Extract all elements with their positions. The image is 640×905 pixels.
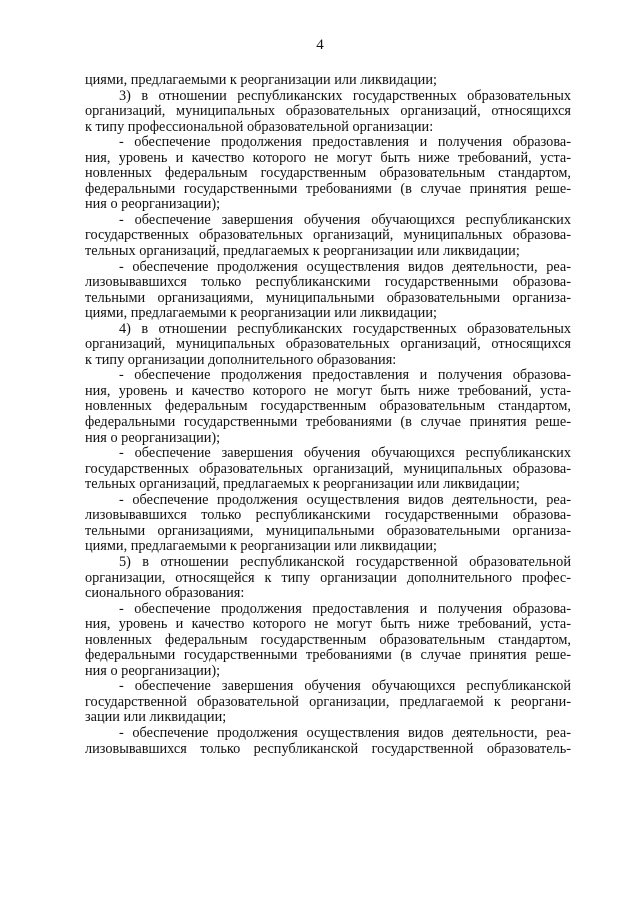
text-line: тельными организациями, муниципальными образовательными организа- xyxy=(85,523,571,539)
text-line: 4) в отношении республиканских государственных образовательных xyxy=(119,321,571,337)
text-line: федеральными государственными требованиями (в случае принятия реше- xyxy=(85,181,571,197)
text-line: новленных федеральным государственным образовательным стандартом, xyxy=(85,399,571,415)
text-line: тельных организаций, предлагаемых к реорганизации или ликвидации; xyxy=(85,244,520,260)
text-line: - обеспечение завершения обучения обучающихся республиканской xyxy=(119,679,571,695)
text-line: государственной образовательной организации, предлагаемой к реоргани- xyxy=(85,694,571,710)
text-line: ния, уровень и качество которого не могут быть ниже требований, уста- xyxy=(85,383,571,399)
text-line: организаций, муниципальных образовательных организаций, относящихся xyxy=(85,104,571,120)
page-number: 4 xyxy=(316,37,324,53)
text-line: лизовывавшихся только республиканскими государственными образова- xyxy=(85,508,571,524)
text-line: к типу профессиональной образовательной организации: xyxy=(85,119,434,135)
text-line: сионального образования: xyxy=(85,586,245,602)
text-line: ния о реорганизации); xyxy=(85,663,221,679)
text-line: лизовывавшихся только республиканскими государственными образова- xyxy=(85,275,571,291)
text-line: ния о реорганизации); xyxy=(85,197,221,213)
text-line: - обеспечение завершения обучения обучающихся республиканских xyxy=(119,212,571,228)
text-line: к типу организации дополнительного образования: xyxy=(85,352,397,368)
text-line: - обеспечение продолжения осуществления видов деятельности, реа- xyxy=(119,259,571,275)
text-line: - обеспечение завершения обучения обучающихся республиканских xyxy=(119,446,571,462)
text-line: - обеспечение продолжения предоставления и получения образова- xyxy=(119,601,571,617)
text-line: организаций, муниципальных образовательных организаций, относящихся xyxy=(85,337,571,353)
text-line: тельных организаций, предлагаемых к реорганизации или ликвидации; xyxy=(85,477,520,493)
text-line: тельными организациями, муниципальными образовательными организа- xyxy=(85,290,571,306)
text-line: ния, уровень и качество которого не могут быть ниже требований, уста- xyxy=(85,617,571,633)
text-line: - обеспечение продолжения предоставления и получения образова- xyxy=(119,135,571,151)
text-line: - обеспечение продолжения осуществления видов деятельности, реа- xyxy=(119,492,571,508)
text-line: 3) в отношении республиканских государственных образовательных xyxy=(119,88,571,104)
text-line: ния о реорганизации); xyxy=(85,430,221,446)
text-line: 5) в отношении республиканской государственной образовательной xyxy=(119,554,571,570)
text-line: циями, предлагаемыми к реорганизации или ликвидации; xyxy=(85,306,437,322)
text-line: организации, относящейся к типу организации дополнительного профес- xyxy=(85,570,571,586)
text-line: ния, уровень и качество которого не могут быть ниже требований, уста- xyxy=(85,150,571,166)
text-line: - обеспечение продолжения предоставления и получения образова- xyxy=(119,368,571,384)
text-line: зации или ликвидации; xyxy=(85,710,227,726)
text-line: государственных образовательных организаций, муниципальных образова- xyxy=(85,461,571,477)
text-line: новленных федеральным государственным образовательным стандартом, xyxy=(85,166,571,182)
text-line: федеральными государственными требованиями (в случае принятия реше- xyxy=(85,648,571,664)
text-line: государственных образовательных организаций, муниципальных образова- xyxy=(85,228,571,244)
body-text xyxy=(85,73,571,757)
text-line: лизовывавшихся только республиканской государственной образователь- xyxy=(85,741,571,757)
text-line: циями, предлагаемыми к реорганизации или ликвидации; xyxy=(85,73,437,88)
text-line: циями, предлагаемыми к реорганизации или ликвидации; xyxy=(85,539,437,555)
text-line: - обеспечение продолжения осуществления видов деятельности, реа- xyxy=(119,725,571,741)
text-line: новленных федеральным государственным образовательным стандартом, xyxy=(85,632,571,648)
text-line: федеральными государственными требованиями (в случае принятия реше- xyxy=(85,415,571,431)
